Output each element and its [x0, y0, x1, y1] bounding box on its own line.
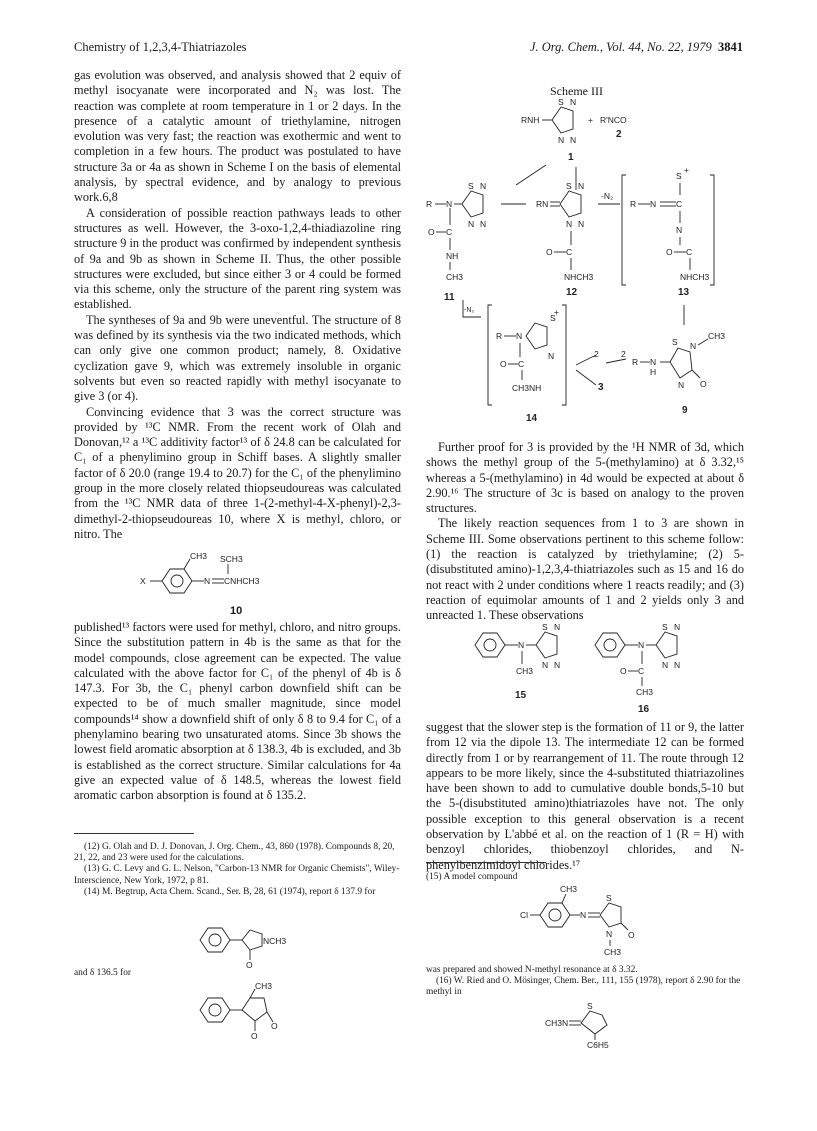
svg-text:C: C — [446, 227, 453, 237]
footnote-rule — [74, 833, 194, 834]
svg-text:NCH3: NCH3 — [263, 936, 287, 946]
paragraph: suggest that the slower step is the formation of 11 or 9, the latter from 12 via the dipole 13. The intermediate 12 can be formed directly from 1 or by rearrangement of 11. The route through 12 appears to be more likely, since the 4-substituted thiatriazolines have been shown to add to cumulative double bonds,5-10 but the 5-(disubstituted amino)thiatriazoles have not. The only possible exception to this general observation is a recent observation by L'abbé et al. on the reaction of 1 (R = H) with benzoyl chlorides, thiobenzoyl chlorides, and N-phenylbenzimidoyl chlorides.¹⁷ — [426, 720, 744, 872]
svg-text:CH3NH: CH3NH — [512, 383, 542, 393]
svg-text:CH3: CH3 — [708, 331, 726, 341]
paragraph: A consideration of possible reaction pathways leads to other structures as well. However, the 3-oxo-1,2,4-thiadiazoline ring structure 9 in the product was confirmed by independent synthesis of 9a and 9b as shown in Scheme II. Thus, the other possible structures were excluded, but since either 3 or 4 could be formed via this scheme, only the structure of the parent ring system was established. — [74, 205, 401, 312]
page-number: 3841 — [718, 40, 743, 54]
label-3: 3 — [598, 382, 604, 393]
svg-text:S: S — [676, 171, 682, 181]
label-2: 2 — [616, 129, 622, 140]
svg-text:N: N — [674, 622, 681, 632]
svg-text:N: N — [690, 341, 697, 351]
footnote-12: (12) G. Olah and D. J. Donovan, J. Org. Chem., 43, 860 (1978). Compounds 8, 20, 21, 22, and 23 were used for the calculations. — [74, 842, 395, 864]
footnote-rule — [426, 862, 546, 863]
footnote-14-structure-a — [195, 920, 285, 970]
svg-text:N: N — [678, 380, 685, 390]
svg-text:N: N — [662, 660, 669, 670]
label-14: 14 — [526, 413, 538, 424]
svg-text:N: N — [578, 181, 585, 191]
paragraph: Convincing evidence that 3 was the correct structure was provided by ¹³C NMR. From the recent work of Olah and Donovan,¹² a ¹³C additivity factor¹³ of δ 24.8 can be calculated for C₁ of a phenylimino group in Schiff bases. A slightly smaller factor of δ 20.0 (range 19.4 to 20.7) for the C₁ of the phenylimino group in the more closely related thiopseudoureas was calculated from the ¹³C NMR data of three 1-(2-methyl-4-X-phenyl)-2,3-dimethyl-2-thiopseudoureas 10, where X is methyl, chloro, or nitro. The — [74, 404, 401, 541]
svg-text:CH3: CH3 — [190, 551, 208, 561]
svg-text:N: N — [578, 219, 585, 229]
svg-text:N: N — [542, 660, 549, 670]
svg-text:CH3: CH3 — [446, 272, 464, 282]
svg-text:RNH: RNH — [521, 115, 540, 125]
svg-text:O: O — [271, 1021, 278, 1031]
running-head-journal — [530, 40, 743, 55]
footnote-15-structure — [520, 884, 670, 958]
label-1: 1 — [568, 152, 574, 163]
svg-text:N: N — [566, 219, 573, 229]
svg-text:C: C — [638, 666, 645, 676]
svg-text:S: S — [558, 97, 564, 107]
journal-citation: J. Org. Chem., Vol. 44, No. 22, 1979 — [529, 40, 712, 54]
paragraph: Further proof for 3 is provided by the ¹H NMR of 3d, which shows the methyl group of the 5-(methylamino) at δ 3.32,¹⁵ whereas a 5-(methylamino) in 4d would be expected at about δ 2.90.¹⁶ The structure of 3c is based on analogy to the proven structures. — [426, 440, 744, 516]
svg-text:N: N — [650, 199, 657, 209]
footnote-16: (16) W. Ried and O. Mösinger, Chem. Ber., 111, 155 (1978), report δ 2.90 for the methyl in — [426, 976, 741, 998]
svg-text:S: S — [606, 893, 612, 903]
footnote-15-continued — [426, 965, 744, 999]
svg-text:NHCH3: NHCH3 — [680, 272, 710, 282]
paragraph: The syntheses of 9a and 9b were uneventful. The structure of 8 was defined by its synthesis via the two indicated methods, which can only give one common product; namely, 8. Oxidative cyclization gave 9, which was extremely insoluble in organic solvents but even so reacted rapidly with methyl isocyanate to give 3 (or 4). — [74, 312, 401, 404]
loss-n2: -N₂ — [601, 191, 614, 201]
svg-text:O: O — [428, 227, 435, 237]
label-12: 12 — [566, 287, 578, 298]
svg-text:R: R — [630, 199, 637, 209]
svg-text:S: S — [587, 1001, 593, 1011]
right-column — [426, 440, 744, 624]
svg-text:O: O — [628, 930, 635, 940]
running-head-title: Chemistry of 1,2,3,4-Thiatriazoles — [74, 40, 247, 54]
svg-text:C: C — [518, 359, 525, 369]
svg-text:CNHCH3: CNHCH3 — [224, 576, 260, 586]
svg-text:S: S — [566, 181, 572, 191]
svg-text:N: N — [676, 225, 683, 235]
footnote-13: (13) G. C. Levy and G. L. Nelson, "Carbon-13 NMR for Organic Chemists", Wiley-Interscience, New York, 1972, p 81. — [74, 864, 400, 886]
right-column-continued — [426, 720, 744, 873]
svg-text:N: N — [204, 576, 211, 586]
reagent-label: R'NCO — [600, 115, 627, 125]
svg-text:O: O — [251, 1031, 258, 1041]
footnotes-left — [74, 842, 401, 898]
label-16: 16 — [638, 704, 650, 715]
svg-text:N: N — [480, 181, 487, 191]
svg-text:CH3: CH3 — [516, 666, 534, 676]
label-15: 15 — [515, 690, 527, 701]
svg-text:N: N — [548, 351, 555, 361]
svg-text:N: N — [518, 640, 525, 650]
svg-text:N: N — [516, 331, 523, 341]
footnote-16-structure — [545, 1000, 665, 1050]
footnote-14-structure-b — [195, 981, 295, 1045]
footnote-14: (14) M. Begtrup, Acta Chem. Scand., Ser. B, 28, 61 (1974), report δ 137.9 for — [84, 886, 376, 897]
svg-text:N: N — [554, 622, 561, 632]
svg-text:RN: RN — [536, 199, 549, 209]
svg-text:N: N — [446, 199, 453, 209]
svg-text:N: N — [638, 640, 645, 650]
svg-text:N: N — [468, 219, 475, 229]
svg-text:N: N — [580, 910, 587, 920]
paragraph: The likely reaction sequences from 1 to 3 are shown in Scheme III. Some observations pertinent to this scheme follow: (1) the reaction is catalyzed by triethylamine; (2) 5-(disubstituted amino)-1,2,3,4-thiatriazoles such as 15 and 16 do not react with 2 under conditions where 1 reacts readily; and (3) reaction of equimolar amounts of 1 and 2 yields only 3 and unreacted 1. These observations — [426, 516, 744, 623]
footnote-15-text: was prepared and showed N-methyl resonance at δ 3.32. — [426, 965, 638, 975]
svg-text:C: C — [566, 247, 573, 257]
svg-text:Cl: Cl — [520, 910, 529, 920]
scheme-title: Scheme III — [550, 84, 603, 98]
svg-text:R: R — [496, 331, 503, 341]
svg-text:S: S — [542, 622, 548, 632]
left-column — [74, 68, 401, 542]
svg-text:CH3: CH3 — [604, 947, 622, 957]
svg-text:N: N — [480, 219, 487, 229]
svg-text:N: N — [554, 660, 561, 670]
svg-text:C6H5: C6H5 — [587, 1040, 609, 1050]
svg-text:O: O — [246, 960, 253, 970]
svg-text:N: N — [570, 135, 577, 145]
svg-text:S: S — [672, 337, 678, 347]
svg-text:N: N — [650, 357, 657, 367]
svg-text:NH: NH — [446, 251, 459, 261]
svg-text:O: O — [546, 247, 553, 257]
svg-text:NHCH3: NHCH3 — [564, 272, 594, 282]
svg-text:CH3N: CH3N — [545, 1018, 569, 1028]
label-11: 11 — [444, 292, 455, 303]
compound-10-structure — [140, 550, 340, 610]
svg-text:CH3: CH3 — [560, 884, 578, 894]
label-13: 13 — [678, 287, 690, 298]
label-9: 9 — [682, 405, 688, 416]
svg-text:2: 2 — [621, 349, 626, 359]
svg-text:SCH3: SCH3 — [220, 554, 243, 564]
left-column-continued — [74, 620, 401, 804]
svg-text:O: O — [500, 359, 507, 369]
svg-text:O: O — [666, 247, 673, 257]
svg-text:S: S — [468, 181, 474, 191]
compound-label: 10 — [230, 605, 243, 617]
svg-text:X: X — [140, 576, 146, 586]
svg-text:R: R — [632, 357, 639, 367]
svg-text:N: N — [558, 135, 565, 145]
paragraph: gas evolution was observed, and analysis showed that 2 equiv of methyl isocyanate were incorporated and N₂ was lost. The reaction was complete at room temperature in 1 or 2 days. In the presence of a catalytic amount of triethylamine, nitrogen evolution was very fast; the reaction was exothermic and went to completion in a few hours. The product was postulated to have structure 3a or 4a as shown in Scheme I on the basis of elemental analysis, by spectral evidence, and by analogy to previous work.6,8 — [74, 68, 401, 205]
svg-text:N: N — [674, 660, 681, 670]
svg-text:CH3: CH3 — [255, 981, 273, 991]
svg-text:H: H — [650, 367, 657, 377]
svg-text:S: S — [550, 313, 556, 323]
svg-text:O: O — [700, 379, 707, 389]
svg-text:2: 2 — [594, 349, 599, 359]
svg-text:O: O — [620, 666, 627, 676]
footnote-14-continued: and δ 136.5 for — [74, 968, 132, 978]
svg-text:+: + — [588, 115, 593, 125]
svg-text:N: N — [570, 97, 577, 107]
svg-text:S: S — [662, 622, 668, 632]
svg-text:-N₂: -N₂ — [464, 307, 475, 314]
svg-text:C: C — [676, 199, 683, 209]
svg-text:R: R — [426, 199, 433, 209]
scheme-iii-diagram — [426, 95, 746, 425]
svg-text:+: + — [684, 165, 689, 175]
svg-text:C: C — [686, 247, 693, 257]
footnote-15: (15) A model compound — [426, 872, 518, 882]
svg-text:N: N — [606, 929, 613, 939]
compounds-15-16-structures — [470, 620, 770, 720]
svg-text:+: + — [554, 307, 559, 317]
svg-text:CH3: CH3 — [636, 687, 654, 697]
paragraph: published¹³ factors were used for methyl, chloro, and nitro groups. Since the substitution pattern in 4b is the same as that for the model compounds, close agreement can be expected. The value calculated with the above factor for C₁ of the phenyl of 4b is δ 147.3. For 3b, the C₁ phenyl carbon downfield shift can be expected to be of much smaller magnitude, since model compounds¹⁴ show a downfield shift of only δ 8 to 9.4 for C₁ of a phenylamino bearing two unsaturated atoms. Since 3b shows the lowest field aromatic absorption at δ 138.3, 4b is excluded, and 3b is established as the correct structure. Similar calculations for 4a give an expected value of δ 148.5, whereas the lowest field aromatic carbon absorption is found at δ 135.2. — [74, 620, 401, 803]
